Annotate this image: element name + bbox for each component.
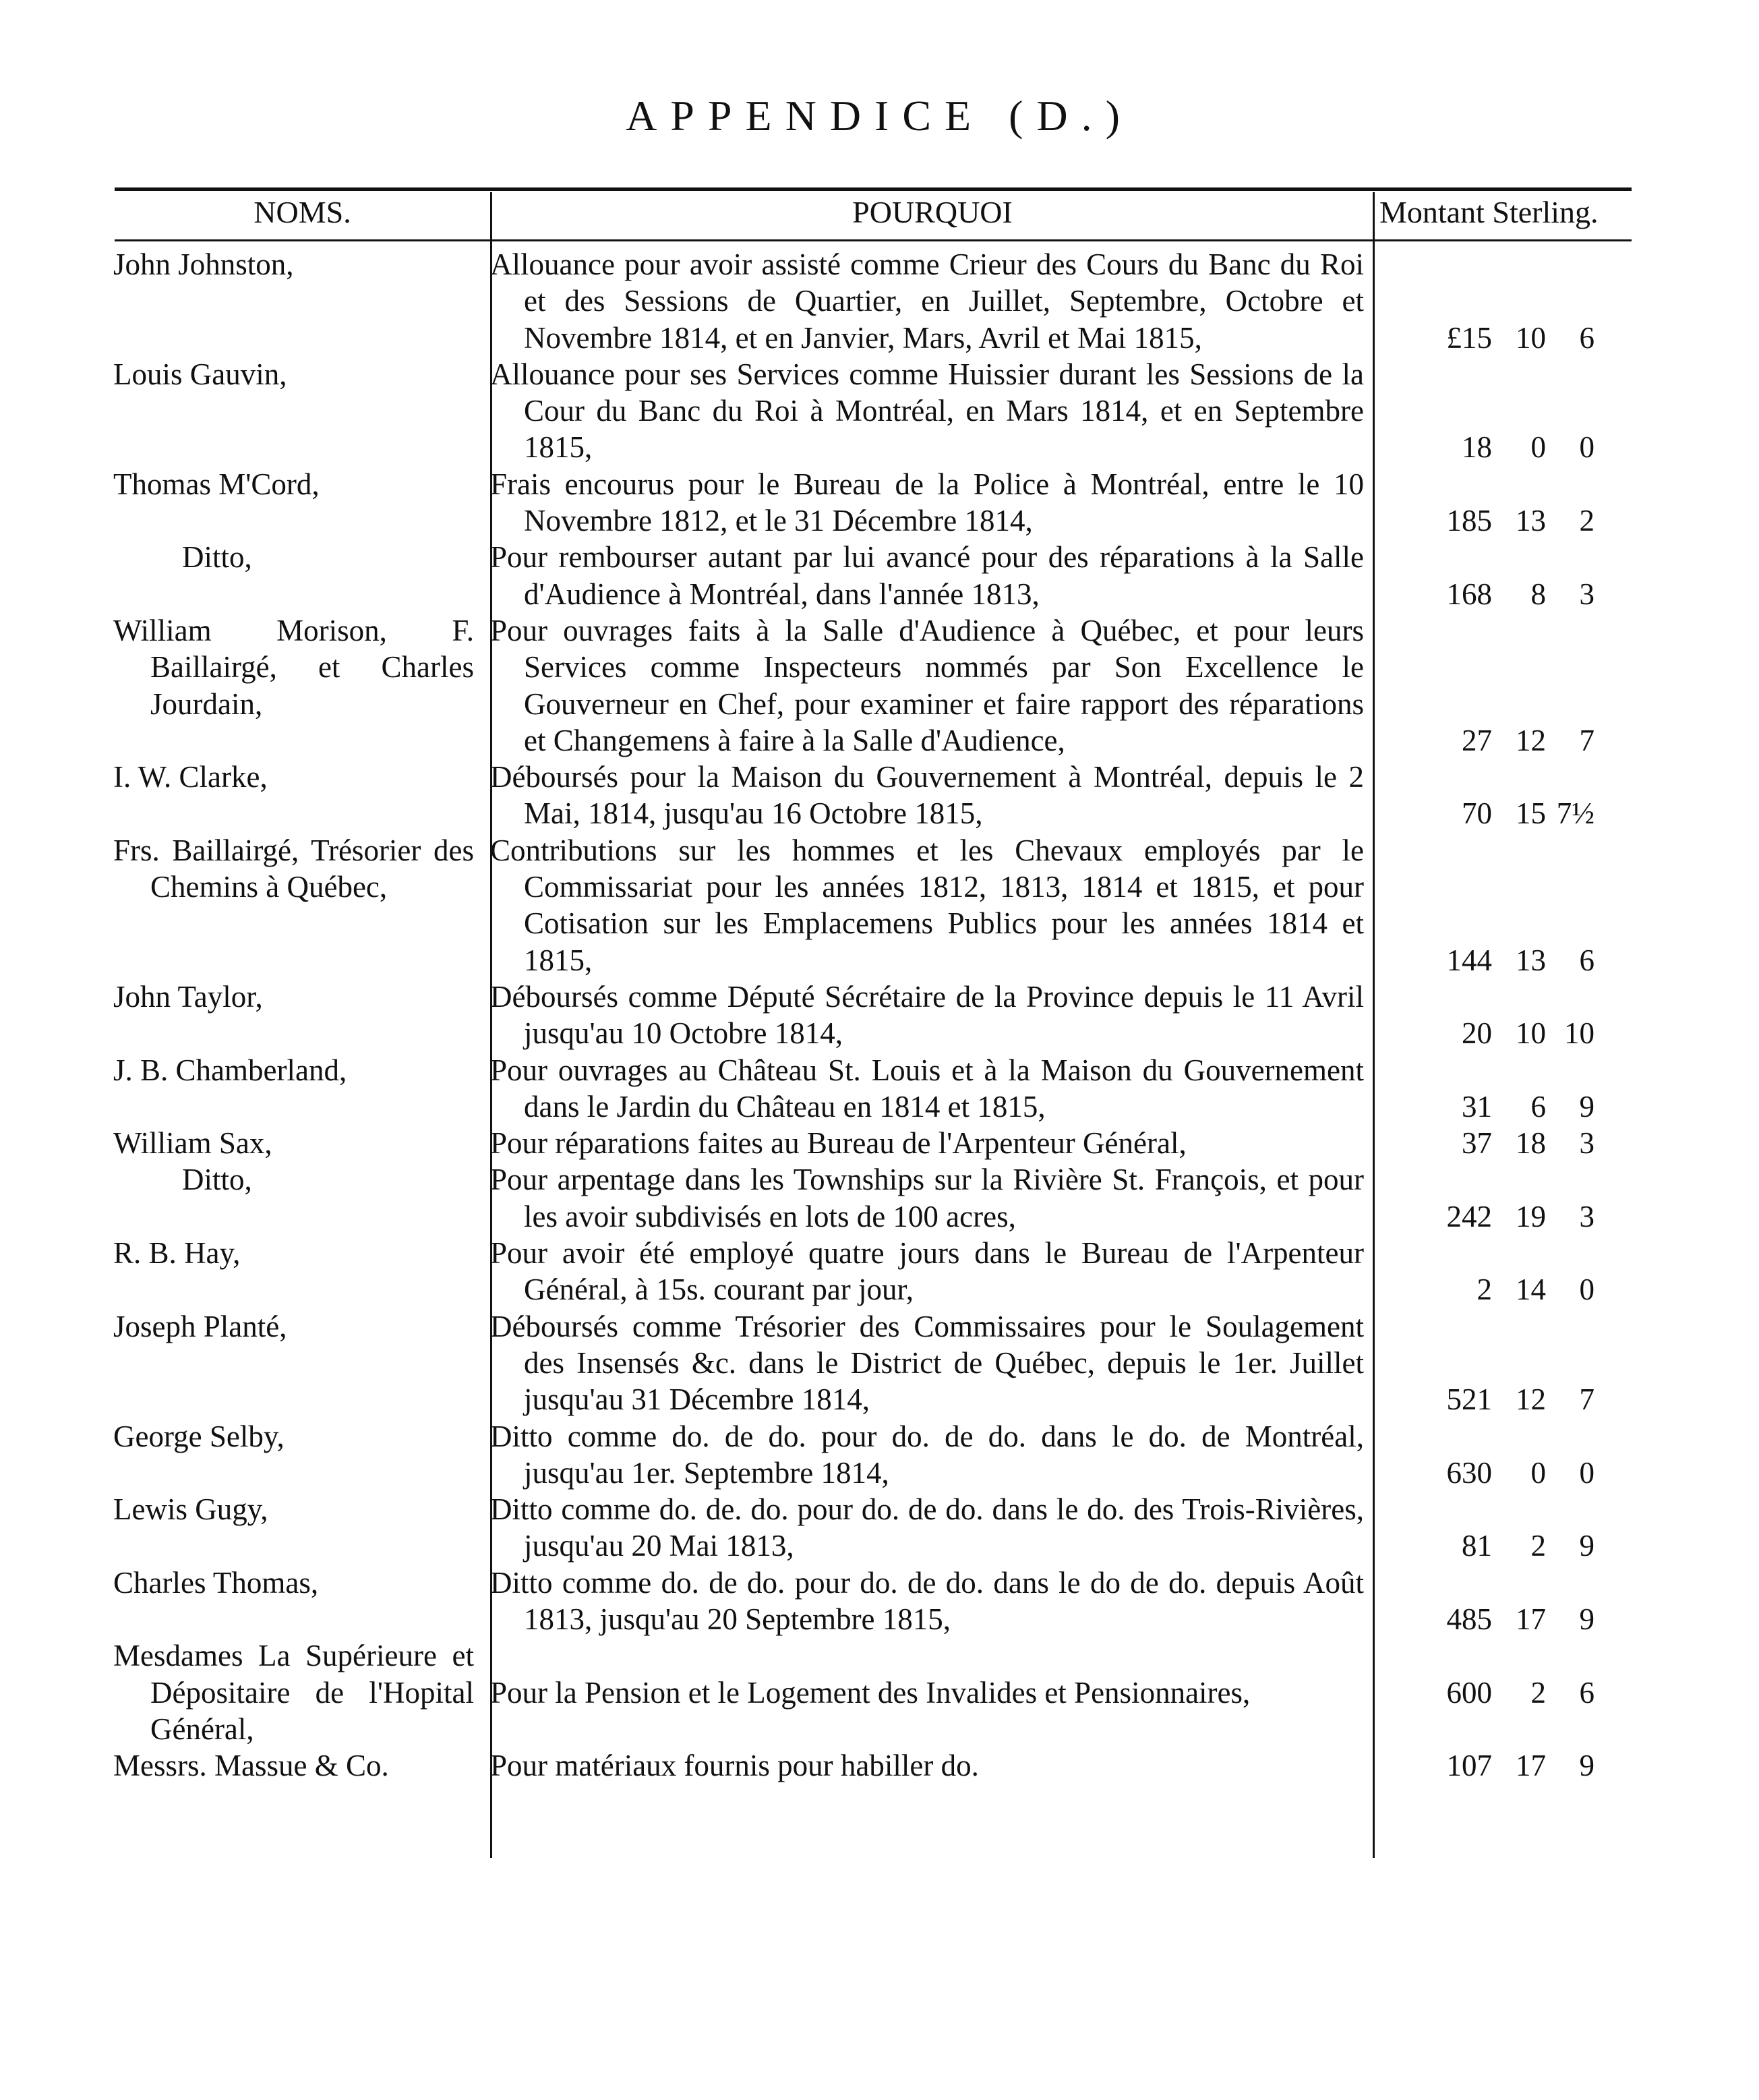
row-name: Mesdames La Supérieure et Dépositaire de l'Hopital Général, xyxy=(113,1639,474,1746)
amount-pence: 7 xyxy=(1579,1382,1594,1417)
table-row xyxy=(0,1235,1759,1308)
table-row xyxy=(0,1565,1759,1638)
amount-pence: 3 xyxy=(1579,1126,1594,1161)
row-pourquoi: Ditto comme do. de. do. pour do. de do. dans le do. des Trois-Rivières, jusqu'au 20 Mai 1813, xyxy=(490,1492,1364,1563)
row-pourquoi: Déboursés pour la Maison du Gouvernement à Montréal, depuis le 2 Mai, 1814, jusqu'au 16 Octobre 1815, xyxy=(490,760,1364,831)
amount-pounds: £15 xyxy=(1446,320,1492,355)
amount-pence: 0 xyxy=(1579,430,1594,465)
amount-shillings: 2 xyxy=(1530,1529,1546,1563)
table-row xyxy=(0,979,1759,1052)
amount-pounds: 20 xyxy=(1462,1016,1492,1051)
table-row xyxy=(0,1125,1759,1161)
amount-pence: 0 xyxy=(1579,1273,1594,1307)
row-pourquoi: Pour ouvrages faits à la Salle d'Audience à Québec, et pour leurs Services comme Inspecteurs nommés par Son Excellence le Gouverneur en Chef, pour examiner et faire rapport des réparations et Changemens à faire à la Salle d'Audience, xyxy=(490,613,1364,757)
row-pourquoi: Pour rembourser autant par lui avancé pour des réparations à la Salle d'Audience à Montréal, dans l'année 1813, xyxy=(490,540,1364,611)
amount-pounds: 168 xyxy=(1446,577,1492,611)
row-pourquoi: Pour la Pension et le Logement des Invalides et Pensionnaires, xyxy=(490,1675,1251,1710)
amount-pounds: 70 xyxy=(1462,796,1492,831)
amount-shillings: 10 xyxy=(1516,320,1546,355)
amount-pounds: 31 xyxy=(1462,1089,1492,1124)
amount-pounds: 18 xyxy=(1462,430,1492,465)
amount-pounds: 107 xyxy=(1446,1749,1492,1783)
table-row xyxy=(0,759,1759,832)
table-row xyxy=(0,356,1759,466)
amount-pence: 3 xyxy=(1579,577,1594,611)
amount-shillings: 13 xyxy=(1516,504,1546,538)
amount-pence: 9 xyxy=(1579,1602,1594,1636)
row-name: John Johnston, xyxy=(113,247,294,281)
row-pourquoi: Pour ouvrages au Château St. Louis et à la Maison du Gouvernement dans le Jardin du Château en 1814 et 1815, xyxy=(490,1053,1364,1124)
row-pourquoi: Allouance pour ses Services comme Huissier durant les Sessions de la Cour du Banc du Roi à Montréal, en Mars 1814, et en Septembre 1815, xyxy=(490,357,1364,465)
amount-shillings: 0 xyxy=(1530,430,1546,465)
row-name: Messrs. Massue & Co. xyxy=(113,1749,389,1783)
amount-pounds: 521 xyxy=(1446,1382,1492,1417)
row-name: Lewis Gugy, xyxy=(113,1492,268,1527)
table-row xyxy=(0,1052,1759,1126)
amount-pounds: 242 xyxy=(1446,1199,1492,1233)
amount-pence: 6 xyxy=(1579,1675,1594,1710)
amount-shillings: 12 xyxy=(1516,1382,1546,1417)
amount-pounds: 630 xyxy=(1446,1455,1492,1490)
row-pourquoi: Contributions sur les hommes et les Chevaux employés par le Commissariat pour les années 1812, 1813, 1814 et 1815, et pour Cotisation sur les Emplacemens Publics pour les années 1814 et 1815, xyxy=(490,833,1364,977)
amount-shillings: 15 xyxy=(1516,796,1546,831)
row-name: Frs. Baillairgé, Trésorier des Chemins à Québec, xyxy=(113,833,474,904)
amount-shillings: 0 xyxy=(1530,1455,1546,1490)
amount-pounds: 81 xyxy=(1462,1529,1492,1563)
amount-pounds: 600 xyxy=(1446,1675,1492,1710)
amount-pence: 9 xyxy=(1579,1529,1594,1563)
row-pourquoi: Pour avoir été employé quatre jours dans le Bureau de l'Arpenteur Général, à 15s. courant par jour, xyxy=(490,1236,1364,1307)
amount-shillings: 2 xyxy=(1530,1675,1546,1710)
amount-pence: 2 xyxy=(1579,504,1594,538)
amount-pounds: 37 xyxy=(1462,1126,1492,1161)
row-name: R. B. Hay, xyxy=(113,1236,241,1271)
amount-pence: 6 xyxy=(1579,943,1594,977)
amount-pence: 7 xyxy=(1579,723,1594,757)
amount-shillings: 10 xyxy=(1516,1016,1546,1051)
table-row xyxy=(0,1637,1759,1747)
row-pourquoi: Ditto comme do. de do. pour do. de do. dans le do de do. depuis Août 1813, jusqu'au 20 Septembre 1815, xyxy=(490,1565,1364,1636)
row-name: Charles Thomas, xyxy=(113,1565,319,1600)
row-name: George Selby, xyxy=(113,1419,285,1453)
amount-shillings: 17 xyxy=(1516,1749,1546,1783)
row-name: J. B. Chamberland, xyxy=(113,1053,347,1087)
table-row xyxy=(0,1491,1759,1565)
amount-pounds: 2 xyxy=(1477,1273,1492,1307)
amount-pence: 7½ xyxy=(1556,796,1594,831)
table-row xyxy=(0,612,1759,759)
table-row xyxy=(0,539,1759,612)
amount-pounds: 485 xyxy=(1446,1602,1492,1636)
amount-pounds: 144 xyxy=(1446,943,1492,977)
header-pourquoi: POURQUOI xyxy=(852,195,1013,229)
table-row xyxy=(0,832,1759,979)
header-montant: Montant Sterling. xyxy=(1379,195,1599,229)
table-row xyxy=(0,466,1759,539)
amount-shillings: 19 xyxy=(1516,1199,1546,1233)
amount-pounds: 27 xyxy=(1462,723,1492,757)
amount-shillings: 18 xyxy=(1516,1126,1546,1161)
page-title: APPENDICE (D.) xyxy=(626,92,1133,140)
amount-shillings: 13 xyxy=(1516,943,1546,977)
amount-shillings: 14 xyxy=(1516,1273,1546,1307)
row-name: John Taylor, xyxy=(113,979,263,1014)
row-pourquoi: Déboursés comme Député Sécrétaire de la Province depuis le 11 Avril jusqu'au 10 Octobre 1814, xyxy=(490,979,1364,1051)
amount-shillings: 12 xyxy=(1516,723,1546,757)
row-pourquoi: Allouance pour avoir assisté comme Crieur des Cours du Banc du Roi et des Sessions de Quartier, en Juillet, Septembre, Octobre et Novembre 1814, et en Janvier, Mars, Avril et Mai 1815, xyxy=(490,247,1364,355)
amount-shillings: 6 xyxy=(1530,1089,1546,1124)
row-name: William Morison, F. Baillairgé, et Charles Jourdain, xyxy=(113,613,474,721)
row-name: Louis Gauvin, xyxy=(113,357,287,391)
row-name: Ditto, xyxy=(182,540,252,575)
amount-shillings: 8 xyxy=(1530,577,1546,611)
row-name: William Sax, xyxy=(113,1126,272,1161)
amount-pence: 9 xyxy=(1579,1089,1594,1124)
row-name: Joseph Planté, xyxy=(113,1309,287,1343)
row-pourquoi: Ditto comme do. de do. pour do. de do. dans le do. de Montréal, jusqu'au 1er. Septembre 1814, xyxy=(490,1419,1364,1490)
row-name: Ditto, xyxy=(182,1163,252,1197)
table-row xyxy=(0,1308,1759,1418)
header-rule xyxy=(115,239,1632,241)
table-row xyxy=(0,246,1759,356)
ledger-table xyxy=(0,246,1759,1784)
table-row xyxy=(0,1747,1759,1784)
row-name: Thomas M'Cord, xyxy=(113,467,320,501)
amount-pence: 10 xyxy=(1564,1016,1594,1051)
amount-shillings: 17 xyxy=(1516,1602,1546,1636)
row-pourquoi: Déboursés comme Trésorier des Commissaires pour le Soulagement des Insensés &c. dans le District de Québec, depuis le 1er. Juillet jusqu'au 31 Décembre 1814, xyxy=(490,1309,1364,1417)
row-pourquoi: Pour matériaux fournis pour habiller do. xyxy=(490,1749,979,1783)
table-row xyxy=(0,1161,1759,1235)
table-row xyxy=(0,1418,1759,1492)
header-noms: NOMS. xyxy=(254,195,351,229)
amount-pounds: 185 xyxy=(1446,504,1492,538)
amount-pence: 6 xyxy=(1579,320,1594,355)
row-name: I. W. Clarke, xyxy=(113,760,268,794)
row-pourquoi: Pour arpentage dans les Townships sur la Rivière St. François, et pour les avoir subdivisés en lots de 100 acres, xyxy=(490,1163,1364,1233)
amount-pence: 3 xyxy=(1579,1199,1594,1233)
top-rule xyxy=(115,187,1632,191)
row-pourquoi: Frais encourus pour le Bureau de la Police à Montréal, entre le 10 Novembre 1812, et le 31 Décembre 1814, xyxy=(490,467,1364,538)
row-pourquoi: Pour réparations faites au Bureau de l'Arpenteur Général, xyxy=(490,1126,1187,1161)
amount-pence: 9 xyxy=(1579,1749,1594,1783)
amount-pence: 0 xyxy=(1579,1455,1594,1490)
